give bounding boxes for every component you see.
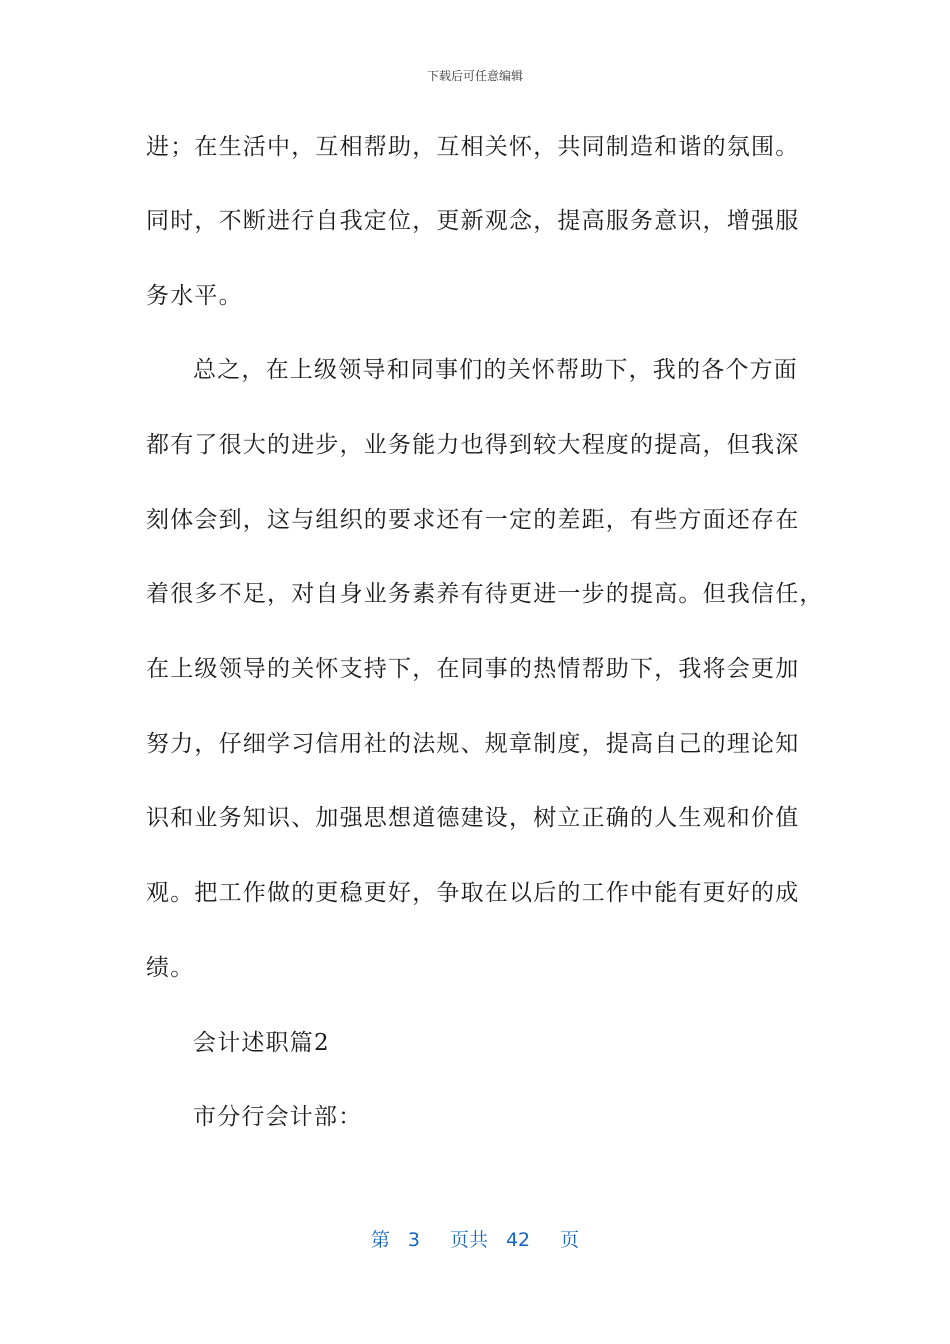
- paragraph-start-line: 总之，在上级领导和同事们的关怀帮助下，我的各个方面: [193, 357, 798, 383]
- header-note: 下载后可任意编辑: [426, 69, 523, 83]
- text-line: 刻体会到，这与组织的要求还有一定的差距，有些方面还存在: [146, 507, 800, 533]
- text-line: 观。把工作做的更稳更好，争取在以后的工作中能有更好的成: [146, 880, 800, 906]
- footer-middle: 页共: [449, 1229, 488, 1251]
- total-pages-number: 42: [505, 1229, 531, 1251]
- text-line: 同时，不断进行自我定位，更新观念，提高服务意识，增强服: [146, 208, 800, 234]
- text-line: 努力，仔细学习信用社的法规、规章制度，提高自己的理论知: [146, 731, 800, 757]
- text-line: 务水平。: [146, 283, 243, 309]
- current-page-number: 3: [407, 1229, 420, 1251]
- page-number-footer: [0, 1225, 950, 1252]
- salutation-line: 市分行会计部：: [193, 1104, 363, 1130]
- text-line: 在上级领导的关怀支持下，在同事的热情帮助下，我将会更加: [146, 656, 800, 682]
- footer-prefix: 第: [370, 1229, 390, 1251]
- section-heading: 会计述职篇2: [193, 1030, 330, 1056]
- text-line: 都有了很大的进步，业务能力也得到较大程度的提高，但我深: [146, 432, 800, 458]
- text-line: 进；在生活中，互相帮助，互相关怀，共同制造和谐的氛围。: [146, 134, 800, 160]
- footer-suffix: 页: [560, 1229, 580, 1251]
- text-line: 识和业务知识、加强思想道德建设，树立正确的人生观和价值: [146, 805, 800, 831]
- text-line: 绩。: [146, 955, 195, 981]
- text-line: 着很多不足，对自身业务素养有待更进一步的提高。但我信任，: [146, 581, 824, 607]
